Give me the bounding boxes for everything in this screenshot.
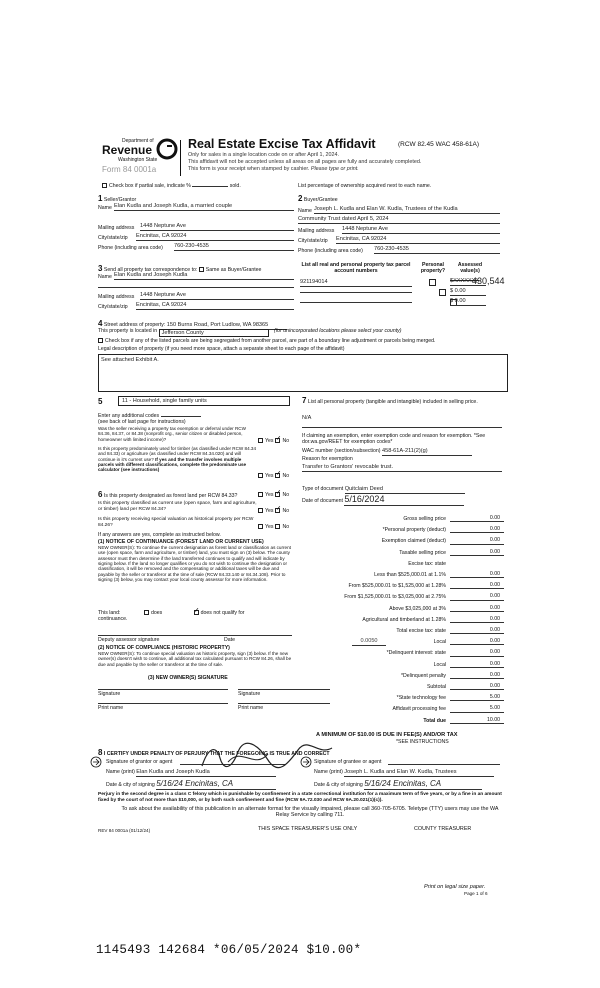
checkbox-icon — [102, 183, 107, 188]
buyer-heading: Buyer/Grantee — [303, 197, 338, 203]
dor-logo — [100, 138, 180, 182]
historic-yes-no[interactable]: Yes No — [258, 524, 289, 530]
grantee-date-city[interactable]: 5/16/24 Encinitas, CA — [364, 779, 482, 790]
segregated-checkbox[interactable] — [98, 338, 103, 343]
buyer-phone-field[interactable]: 760-230-4535 — [374, 246, 500, 254]
buyer-section: 2 Buyer/Grantee Name Joseph L. Kudla and Elan W. Kudla, Trustees of the Kudla Community Trust dated April 5, 2024 Mailing address 1448 Neptune Ave City/state/zip Encinitas, CA 92024 Phone (including area code) 760-230-4535 — [298, 194, 500, 264]
parcel-table — [300, 262, 510, 316]
tax-row-label: *State technology fee — [396, 695, 446, 702]
form-revision: REV 84 0001a (01/12/24) — [98, 828, 151, 833]
deputy-signature-label: Deputy assessor signature — [98, 637, 160, 643]
tax-row-label: Affidavit processing fee — [392, 706, 446, 713]
dept-name: Revenue — [102, 143, 153, 157]
does-not-qualify-checkbox[interactable] — [194, 610, 199, 615]
section-6: 6 Is this property designated as forest land per RCW 84.33? Yes✓ No Is this property classified as current use (open space, farm and agriculture, or timber) land per RCW 84.34? Yes✓ No Is this property receiving special valuation as historical property per RCW 84.26? Yes No If any answers are yes, complete as instructed below. (1) NOTICE OF CONTINUANCE (FOREST LAND OR CURRENT USE) NEW OWNER(S): To continue the current designation as forest land or classification as current use (open space, farm and agriculture, or timber) land, you must sign on (3) below. The county assessor must then determine if the land transferred continues to qualify and will indicate by signing below. If the land no longer qualifies or you do not wish to continue the designation or classification, it will be removed and the compensating or additional taxes will be due and payable by the seller or transferor at the time of sale (RCW 84.33.140 or 84.34.108). Prior to signing (3) below, you may contact your local county assessor for more information. This land: does ✓ does not qualify for continuance. Deputy assessor signature Date (2) NOTICE OF COMPLIANCE (HISTORIC PROPERTY) NEW OWNER(S): To continue special valuation as historic property, sign (3) below. If the new owner(s) doesn't wish to continue, all additional tax calculated pursuant to RCW 84.26, shall be due and payable by the seller or transferor at the time of sale. (3) NEW OWNER(S) SIGNATURE Signature Print name — [98, 490, 294, 720]
grantee-signature-field[interactable] — [388, 764, 500, 765]
wac-number-field[interactable]: 458-61A-211(2)(g) — [382, 448, 472, 456]
tax-row-value[interactable]: 0.00 — [450, 649, 504, 656]
tax-computation — [302, 516, 510, 736]
personal-property-checkbox[interactable] — [429, 279, 436, 286]
new-owner-signature-1[interactable] — [98, 689, 228, 690]
buyer-name-field[interactable]: Joseph L. Kudla and Elan W. Kudla, Trustees of the Kudla — [314, 206, 500, 214]
tax-row-value[interactable]: 10.00 — [450, 717, 504, 724]
assessed-value-field[interactable]: $ 0.00 — [450, 298, 486, 306]
dept-line: Department of — [122, 138, 154, 144]
tax-row-label: Excise tax: state — [408, 560, 446, 567]
tax-row-label: *Delinquent penalty — [401, 672, 446, 679]
tax-row-value[interactable]: 0.00 — [450, 515, 504, 522]
grantee-print-name[interactable]: Joseph L. Kudla and Elan W. Kudla, Trustees — [344, 769, 494, 777]
minimum-fee-note: A MINIMUM OF $10.00 IS DUE IN FEE(S) AND/OR TAX — [316, 732, 458, 738]
forest-yes-no[interactable]: Yes✓ No — [258, 492, 289, 498]
corr-mail-field[interactable]: 1448 Neptune Ave — [140, 292, 294, 300]
document-date-field[interactable]: 5/16/2024 — [344, 494, 464, 506]
tax-row-label: Less than $525,000.01 at 1.1% — [374, 572, 446, 578]
parcel-col-numbers: List all real and personal property tax parcel account numbers — [301, 262, 411, 275]
page-number: Page 1 of 6 — [464, 891, 488, 896]
see-instructions: *SEE INSTRUCTIONS — [396, 739, 449, 745]
current-use-yes-no[interactable]: Yes✓ No — [258, 508, 289, 514]
header-note-1: Only for sales in a single location code on or after April 1, 2024. — [188, 152, 340, 158]
certify-section: 8 I CERTIFY UNDER PENALTY OF PERJURY THAT THE FOREGOING IS TRUE AND CORRECT Signature of grantor or agent Name (print) Elan Kudla and Joseph Kudla Date & city of signing 5/16/24 Encinitas, CA Signature of grantee or agent Name (print) Joseph L. Kudla and Elan W. Kudla, Trustees Date & city of signing 5/16/24 Encinitas, CA — [98, 742, 510, 796]
parcel-col-personal: Personal property? — [420, 262, 446, 275]
correspondence-section: 3 Send all property tax correspondence to: Same as Buyer/Grantee Name Elan Kudla and Joseph Kudla Mailing address 1448 Neptune Ave City/state/zip Encinitas, CA 92024 — [98, 264, 294, 314]
tax-row-value[interactable]: 0.00 — [450, 537, 504, 544]
tax-row-label: Total due — [423, 717, 446, 724]
street-address-field[interactable]: 150 Burns Road, Port Ludlow, WA 98365 — [167, 322, 287, 330]
sign-here-arrow-icon — [300, 756, 312, 768]
q2-yes-no[interactable]: Yes✓ No — [258, 473, 289, 479]
buyer-name-field-2[interactable]: Community Trust dated April 5, 2024 — [298, 216, 500, 224]
legal-paper-note: Print on legal size paper. — [424, 884, 486, 890]
new-owner-print-1[interactable] — [98, 703, 228, 704]
tax-row-label: Subtotal — [426, 684, 446, 690]
seller-section: 1 Seller/Grantor Name Elan Kudla and Joseph Kudla, a married couple Mailing address 1448 Neptune Ave City/state/zip Encinitas, CA 92024 Phone (including area code) 760-230-4535 — [98, 194, 294, 256]
header-note-3: This form is your receipt when stamped by cashier. Please type or print. — [188, 166, 359, 172]
buyer-city-field[interactable]: Encinitas, CA 92024 — [336, 236, 500, 244]
header-note-2: This affidavit will not be accepted unless all areas on all pages are fully and accurately completed. — [188, 159, 422, 165]
tax-row-value[interactable]: 5.00 — [450, 705, 504, 712]
header-divider — [180, 140, 181, 176]
parcel-col-assessed: Assessed value(s) — [457, 262, 483, 275]
street-section: 4 Street address of property: 150 Burns Road, Port Ludlow, WA 98365 This property is located in Jefferson County (for unincorporated locations please select your county) Check box if any of the listed parcels are being segregated from another parcel, are part of a boundary line adjustment or parcels being merged. Legal description of property (if you need more space, attach a separate sheet to each page of the affidavit) See attached Exhibit A. — [98, 319, 508, 393]
section-7: 7 List all personal property (tangible and intangible) included in selling price. N/A If claiming an exemption, enter exemption code and reason for exemption. *See dor.wa.gov/REET for exemption codes* WAC number (section/subsection) 458-61A-211(2)(g) Reason for exemption Transfer to Grantors' revocable trust. Type of document Quitclaim Deed Date of document 5/16/2024 — [302, 396, 510, 496]
legal-description-field[interactable]: See attached Exhibit A. — [98, 354, 508, 392]
seller-mail-field[interactable]: 1448 Neptune Ave — [140, 223, 294, 231]
additional-codes-field[interactable] — [161, 416, 201, 417]
parcel-number-field[interactable]: 921194014 — [300, 279, 412, 287]
tax-row-label: From $525,000.01 to $1,525,000 at 1.28% — [348, 583, 446, 590]
seller-city-field[interactable]: Encinitas, CA 92024 — [136, 233, 294, 241]
perjury-statement: Perjury in the second degree is a class C felony which is punishable by confinement in a state correctional institution for a maximum term of five years, or by a fine in an amount fixed by the court of not more than $10,000, or by both such confinement and fine (RCW 9A.72.030 and RCW 9A.20.021(1)(c)). — [98, 792, 502, 803]
seller-name-field[interactable]: Elan Kudla and Joseph Kudla, a married couple — [114, 203, 294, 211]
tax-row-value[interactable]: 5.00 — [450, 694, 504, 701]
assessed-value-field[interactable]: $XXXXXXX — [450, 278, 486, 286]
dor-swirl-icon — [156, 138, 178, 160]
does-qualify-checkbox[interactable] — [144, 610, 149, 615]
tax-row-label: Agricultural and timberland at 1.28% — [362, 616, 446, 623]
tax-row-label: Local — [433, 639, 446, 646]
treasurer-only: THIS SPACE TREASURER'S USE ONLY — [258, 826, 358, 832]
exemption-reason-field[interactable]: Transfer to Grantors' revocable trust. — [302, 464, 502, 472]
tax-row-value[interactable]: 0.00 — [450, 638, 504, 645]
tax-row-label: *Personal property (deduct) — [382, 527, 446, 534]
assessed-value-field[interactable]: $ 0.00 — [450, 288, 486, 296]
personal-property-checkbox[interactable] — [439, 289, 446, 296]
local-rate-field[interactable]: 0.0050 — [352, 638, 386, 646]
tax-row-value[interactable]: 0.00 — [450, 605, 504, 612]
personal-property-field[interactable]: N/A — [302, 415, 312, 421]
tax-row-label: *Delinquent interest: state — [386, 650, 446, 657]
tax-row-label: Above $3,025,000 at 3% — [389, 605, 446, 612]
sign-here-arrow-icon — [90, 756, 102, 768]
tax-row-label: From $1,525,000.01 to $3,025,000 at 2.75% — [344, 594, 446, 601]
grantor-print-name[interactable]: Elan Kudla and Joseph Kudla — [136, 769, 276, 777]
tax-row-value[interactable]: 0.00 — [450, 672, 504, 679]
recording-stamp: 1145493 142684 *06/05/2024 $10.00* — [96, 943, 362, 957]
tax-row-value[interactable]: 0.00 — [450, 526, 504, 533]
seller-phone-field[interactable]: 760-230-4535 — [174, 243, 294, 251]
land-use-code-select[interactable]: 11 - Household, single family units — [118, 396, 290, 406]
form-rcw: (RCW 82.45 WAC 458-61A) — [398, 141, 480, 148]
partial-sale-checkbox[interactable]: Check box if partial sale, indicate % sold. — [102, 183, 241, 189]
corr-name-field[interactable]: Elan Kudla and Joseph Kudla — [114, 272, 294, 280]
tax-row-label: Exemption claimed (deduct) — [381, 538, 446, 545]
form-title: Real Estate Excise Tax Affidavit — [188, 137, 376, 151]
tax-row-label: Local — [433, 661, 446, 668]
document-type-field[interactable]: Quitclaim Deed — [345, 486, 465, 494]
state-name: Washington State — [118, 157, 158, 163]
tax-row-value[interactable]: 0.00 — [450, 549, 504, 556]
grantor-date-city[interactable]: 5/16/24 Encinitas, CA — [156, 779, 276, 790]
tax-row-value[interactable]: 0.00 — [450, 571, 504, 578]
tax-row-value[interactable]: 0.00 — [450, 593, 504, 600]
tax-row-label: Taxable selling price — [399, 549, 446, 556]
alt-format-note: To ask about the availability of this publication in an alternate format for the visually impaired, please call 360-705-6705. Teletype (TTY) users may use the WA Relay Service by calling 711. — [121, 806, 499, 819]
form-number: Form 84 0001a — [102, 165, 157, 174]
tax-row-value[interactable]: 0.00 — [450, 661, 504, 668]
tax-row-label: Total excise tax: state — [396, 628, 446, 634]
county-select[interactable]: Jefferson County — [159, 329, 269, 337]
list-percentage-note: List percentage of ownership acquired next to each name. — [298, 183, 432, 189]
tax-row-value[interactable]: 0.00 — [450, 627, 504, 634]
assessed-value-handwritten: 430,544 — [472, 276, 505, 286]
buyer-mail-field[interactable]: 1448 Neptune Ave — [342, 226, 500, 234]
tax-row-value[interactable]: 0.00 — [450, 683, 504, 690]
tax-row-label: Gross selling price — [403, 516, 446, 522]
q1-yes-no[interactable]: Yes✓ No — [258, 438, 289, 444]
corr-city-field[interactable]: Encinitas, CA 92024 — [136, 302, 294, 310]
county-treasurer: COUNTY TREASURER — [414, 826, 472, 832]
tax-row-value[interactable]: 0.00 — [450, 616, 504, 623]
legal-description-label: Legal description of property (if you need more space, attach a separate sheet to each page of the affidavit) — [98, 346, 345, 352]
section-5: 5 11 - Household, single family units Enter any additional codes (see back of last page for instructions) Was the seller receiving a property tax exemption or deferral under RCW 84.36, 84.37, or 84.38 (nonprofit org., senior citizen or disabled person, homeowner with limited income)? Yes✓ No Is this property predominately used for timber (as classified under RCW 84.34 and 84.33) or agriculture (as classified under RCW 84.34.020) and will continue in it's current use? If yes and the transfer involves multiple parcels with different classifications, complete the predominate use calculator (see instructions) Yes✓ No — [98, 396, 294, 484]
seller-heading: Seller/Grantor — [103, 197, 137, 203]
tax-row-value[interactable]: 0.00 — [450, 582, 504, 589]
grantor-signature-scribble — [198, 742, 338, 772]
